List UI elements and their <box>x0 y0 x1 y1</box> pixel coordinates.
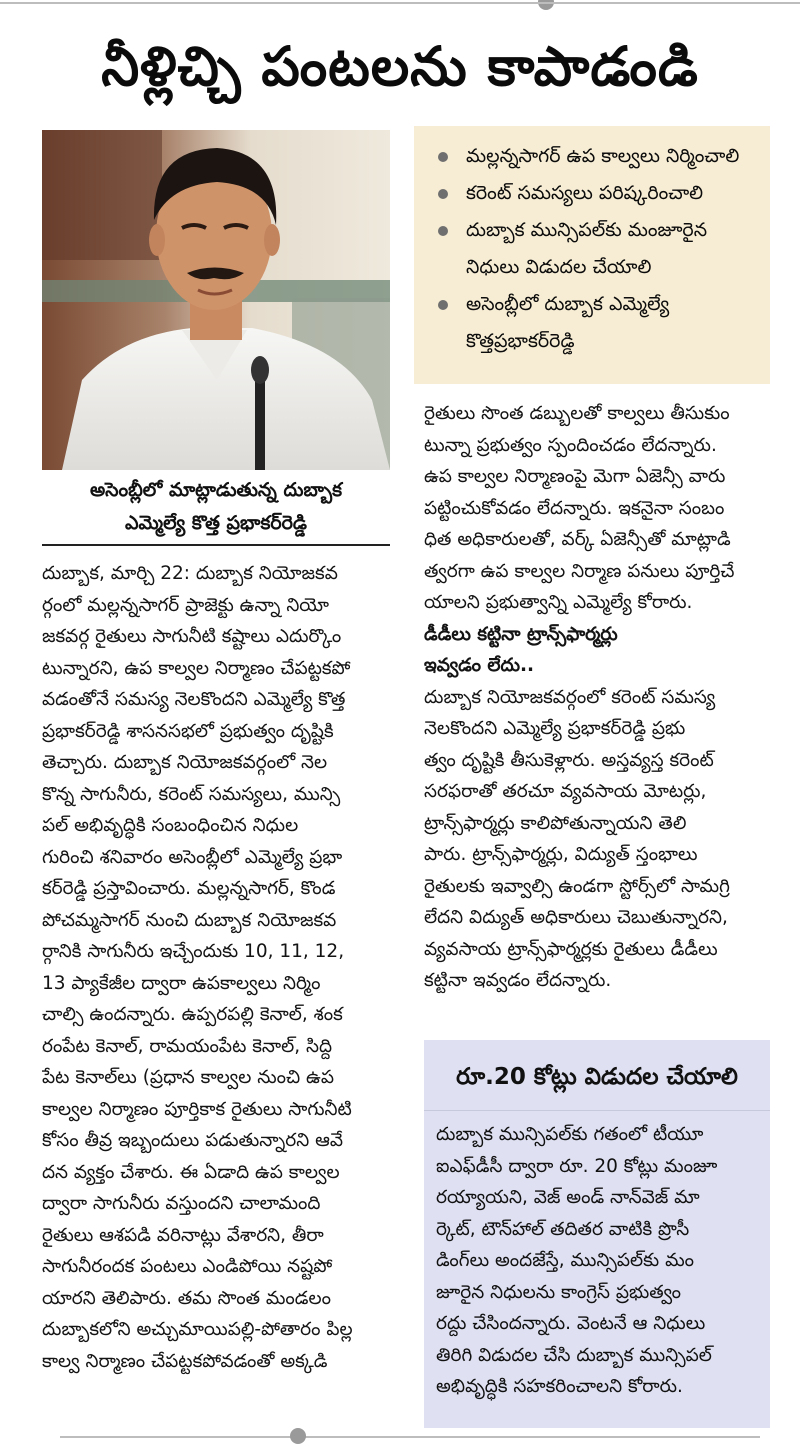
text-line: అభివృద్ధికి సహకరించాలని కోరారు. <box>436 1376 683 1397</box>
text-line: కాల్వ నిర్మాణం చేపట్టకపోవడంతో అక్కడి <box>42 1350 328 1372</box>
text-line: జకవర్గ రైతులు సాగునీటి కష్టాలు ఎదుర్కొం <box>42 626 342 647</box>
text-line: చాల్సి ఉందన్నారు. ఉప్పరపల్లి కెనాల్, శంక <box>42 1004 343 1025</box>
text-line: కాల్వల నిర్మాణం పూర్తికాక రైతులు సాగునీటి <box>42 1098 352 1120</box>
mla-portrait-photo <box>42 130 390 470</box>
text-line: టున్నారని, ఉప కాల్వల నిర్మాణం చేపట్టకపో <box>42 657 351 679</box>
text-line: పోచమ్మసాగర్ నుంచి దుబ్బాక నియోజకవ <box>42 909 337 931</box>
bottom-rule <box>60 1436 760 1438</box>
highlights-list <box>424 138 758 360</box>
bullet-icon <box>438 226 448 236</box>
highlight-item: మల్లన్నసాగర్ ఉప కాల్వలు నిర్మించాలి <box>424 138 758 175</box>
text-line: కోసం తీవ్ర ఇబ్బందులు పడుతున్నారని ఆవే <box>42 1130 344 1151</box>
caption-line-1: అసెంబ్లీలో మాట్లాడుతున్న దుబ్బాక <box>89 479 343 501</box>
text-line: ఐఎఫ్‌డీసీ ద్వారా రూ. 20 కోట్లు మంజూ <box>436 1155 718 1177</box>
text-line: రైతులు ఆశపడి వరినాట్లు వేశారని, తీరా <box>42 1224 324 1246</box>
text-line: ట్రాన్స్‌ఫార్మర్లు కాలిపోతున్నాయని తెలి <box>424 812 687 834</box>
text-line: దుబ్బాక మున్సిపల్‌కు గతంలో టీయూ <box>436 1124 704 1145</box>
text-line: టున్నా ప్రభుత్వం స్పందించడం లేదన్నారు. <box>424 434 717 456</box>
text-line: ధిత అధికారులతో, వర్క్ ఏజెన్సీతో మాట్లాడి <box>424 529 731 550</box>
funds-sidebar-box <box>424 1040 770 1428</box>
highlight-item: అసెంబ్లీలో దుబ్బాక ఎమ్మెల్యే కొత్తప్రభాకర్‌రెడ్డి <box>424 286 758 360</box>
subheading: డీడీలు కట్టినా ట్రాన్స్‌ఫార్మర్లు <box>424 623 618 645</box>
text-line: రంపేట కెనాల్, రామయంపేట కెనాల్, సిద్ది <box>42 1035 333 1057</box>
text-line: పట్టించుకోవడం లేదన్నారు. ఇకనైనా సంబం <box>424 497 725 519</box>
caption-line-2: ఎమ్మెల్యే కొత్త ప్రభాకర్‌రెడ్డి <box>125 512 307 534</box>
text-line: వడంతోనే సమస్య నెలకొందని ఎమ్మెల్యే కొత్త <box>42 689 346 710</box>
text-line: పల్ అభివృద్ధికి సంబంధించిన నిధుల <box>42 815 299 836</box>
bullet-icon <box>438 189 448 199</box>
photo-caption <box>42 474 390 546</box>
text-line: ర్గంలో మల్లన్నసాగర్ ప్రాజెక్టు ఉన్నా నియో <box>42 594 330 616</box>
text-line: ఉప కాల్వల నిర్మాణంపై మెగా ఏజెన్సీ వారు <box>424 466 726 487</box>
text-line: దుబ్బాకలోని అచ్చుమాయిపల్లి-పోతారం పిల్ల <box>42 1319 353 1340</box>
headline: నీళ్లిచ్చి పంటలను కాపాడండి <box>101 35 699 98</box>
text-line: యాలని ప్రభుత్వాన్ని ఎమ్మెల్యే కోరారు. <box>424 592 693 613</box>
text-line: నెలకొందని ఎమ్మెల్యే ప్రభాకర్‌రెడ్డి ప్రభు <box>424 718 686 739</box>
text-line: త్వరగా ఉప కాల్వల నిర్మాణ పనులు పూర్తిచే <box>424 560 735 582</box>
text-line: కర్‌రెడ్డి ప్రస్తావించారు. మల్లన్నసాగర్, కొండ <box>42 878 336 899</box>
text-line: త్వం దృష్టికి తీసుకెళ్లారు. అస్తవ్యస్త కరెంట్ <box>424 749 714 771</box>
text-line: యారని తెలిపారు. తమ సొంత మండలం <box>42 1287 331 1309</box>
text-line: లేదని విద్యుత్ అధికారులు చెబుతున్నారని, <box>424 907 728 928</box>
text-line: కట్టినా ఇవ్వడం లేదన్నారు. <box>424 970 612 991</box>
text-line: రైతులకు ఇవ్వాల్సి ఉండగా స్టోర్స్‌లో సామగ్రి <box>424 875 730 897</box>
text-line: సాగునీరందక పంటలు ఎండిపోయి నష్టపో <box>42 1256 333 1277</box>
text-line: రద్దు చేసిందన్నారు. వెంటనే ఆ నిధులు <box>436 1313 706 1334</box>
text-line: 13 ప్యాకేజీల ద్వారా ఉపకాల్వలు నిర్మిం <box>42 972 321 994</box>
text-line: దుబ్బాక, మార్చి 22: దుబ్బాక నియోజకవ <box>42 563 338 584</box>
text-line: దుబ్బాక నియోజకవర్గంలో కరెంట్ సమస్య <box>424 686 716 708</box>
text-line: సరఫరాతో తరచూ వ్యవసాయ మోటర్లు, <box>424 781 707 802</box>
text-line: తెచ్చారు. దుబ్బాక నియోజకవర్గంలో నెల <box>42 752 328 773</box>
text-line: ద్వారా సాగునీరు వస్తుందని చాలామంది <box>42 1193 321 1214</box>
right-column-text <box>424 398 774 997</box>
text-line: రయ్యాయని, వెజ్ అండ్ నాన్‌వెజ్ మా <box>436 1187 700 1208</box>
text-line: వ్యవసాయ ట్రాన్స్‌ఫార్మర్లకు రైతులు డీడీలు <box>424 938 718 960</box>
top-rule <box>0 2 800 4</box>
text-line: జూరైన నిధులను కాంగ్రెస్ ప్రభుత్వం <box>436 1281 682 1303</box>
highlight-item: దుబ్బాక మున్సిపల్‌కు మంజూరైన నిధులు విడుదల చేయాలి <box>424 212 758 286</box>
highlight-item: కరెంట్ సమస్యలు పరిష్కరించాలి <box>424 175 758 212</box>
highlights-box <box>414 126 770 384</box>
text-line: ర్కెట్, టౌన్‌హాల్ తదితర వాటికి ప్రొసీ <box>436 1218 690 1240</box>
text-line: ర్గానికి సాగునీరు ఇచ్చేందుకు 10, 11, 12, <box>42 941 345 962</box>
bullet-icon <box>438 300 448 310</box>
text-line: ప్రభాకర్‌రెడ్డి శాసనసభలో ప్రభుత్వం దృష్టికి <box>42 720 334 742</box>
left-column-text <box>42 558 392 1377</box>
bottom-register-mark <box>290 1428 306 1444</box>
text-line: డింగ్‌లు అందజేస్తే, మున్సిపల్‌కు మం <box>436 1250 695 1271</box>
bullet-icon <box>438 152 448 162</box>
box-body <box>424 1111 770 1403</box>
subheading: ఇవ్వడం లేదు.. <box>424 655 535 676</box>
text-line: రైతులు సొంత డబ్బులతో కాల్వలు తీసుకుం <box>424 403 730 424</box>
box-title: రూ.20 కోట్లు విడుదల చేయాలి <box>424 1040 770 1111</box>
text-line: కొన్న సాగునీరు, కరెంట్ సమస్యలు, మున్సి <box>42 783 341 805</box>
text-line: దన వ్యక్తం చేశారు. ఈ ఏడాది ఉప కాల్వల <box>42 1161 340 1183</box>
text-line: పేట కెనాల్‌లు (ప్రధాన కాల్వల నుంచి ఉప <box>42 1067 334 1088</box>
text-line: పారు. ట్రాన్స్‌ఫార్మర్లు, విద్యుత్ స్తంభాలు <box>424 844 698 865</box>
text-line: గురించి శనివారం అసెంబ్లీలో ఎమ్మెల్యే ప్రభా <box>42 846 343 868</box>
text-line: తిరిగి విడుదల చేసి దుబ్బాక మున్సిపల్ <box>436 1344 712 1366</box>
